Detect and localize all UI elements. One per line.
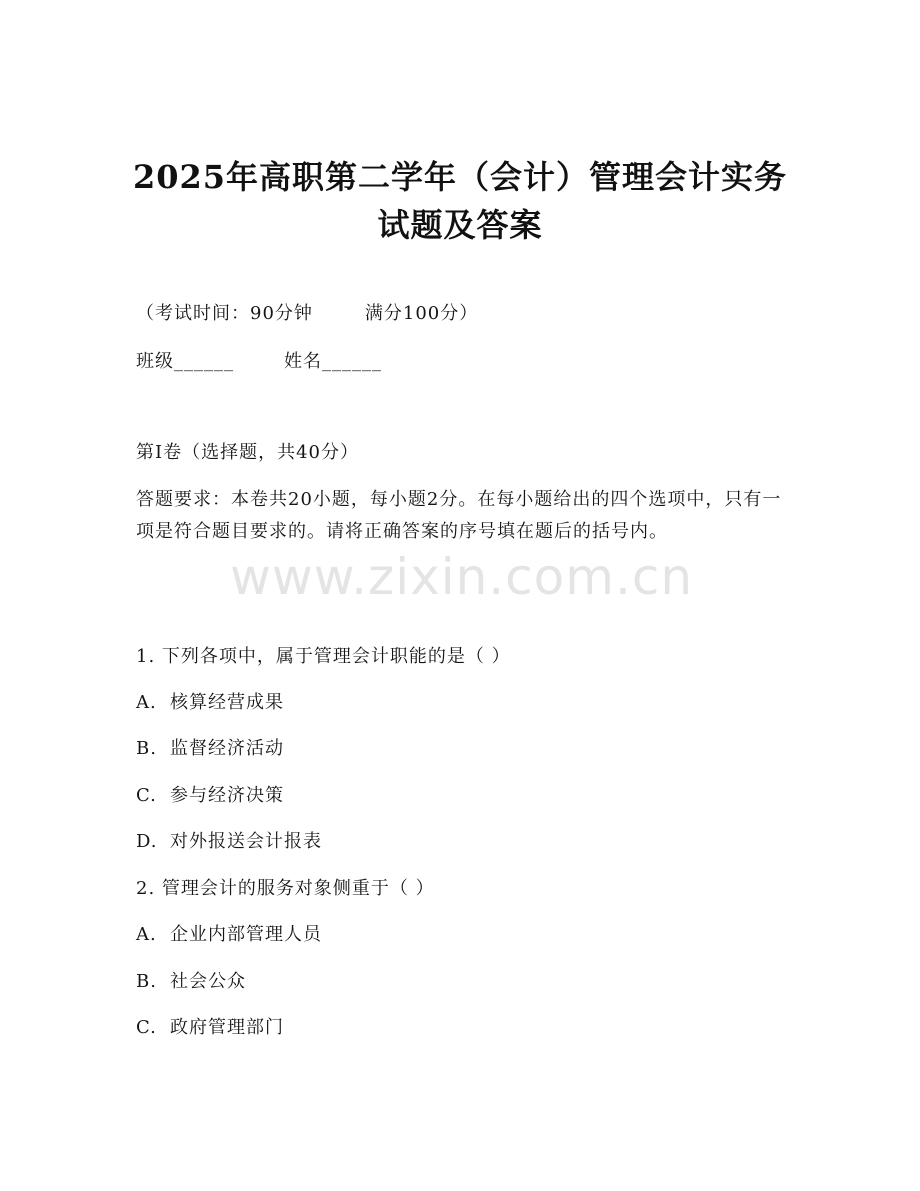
- exam-info: [136, 302, 478, 326]
- class-field: 班级______: [136, 351, 234, 372]
- question-2-option-c: [136, 1016, 284, 1040]
- instructions: 答题要求：本卷共20小题，每小题2分。在每小题给出的四个选项中，只有一项是符合题目要求的。请将正确答案的序号填在题后的括号内。: [136, 489, 782, 542]
- question-1-stem: 1. 下列各项中，属于管理会计职能的是（ ）: [136, 646, 511, 667]
- exam-time: （考试时间：90分钟: [136, 303, 313, 324]
- watermark: www.zixin.com.cn: [230, 548, 694, 606]
- question-2-option-a: [136, 923, 322, 947]
- exam-full-marks: 满分100分）: [364, 303, 479, 324]
- question-1-option-d: [136, 830, 322, 854]
- option-letter: A.: [136, 692, 157, 713]
- option-text: 社会公众: [170, 971, 246, 992]
- doc-title-line1: 2025年高职第二学年（会计）管理会计实务: [132, 158, 788, 196]
- option-letter: B.: [136, 738, 157, 759]
- option-letter: D.: [136, 831, 158, 852]
- option-letter: B.: [136, 971, 157, 992]
- question-1-option-a: [136, 691, 284, 715]
- question-2-stem: 2. 管理会计的服务对象侧重于（ ）: [136, 878, 435, 899]
- option-letter: A.: [136, 924, 157, 945]
- option-text: 核算经营成果: [170, 692, 284, 713]
- option-letter: C.: [136, 1017, 157, 1038]
- option-text: 政府管理部门: [170, 1017, 284, 1038]
- question-2-option-b: [136, 970, 246, 994]
- question-1-option-b: [136, 737, 284, 761]
- option-text: 监督经济活动: [170, 738, 284, 759]
- option-text: 参与经济决策: [170, 785, 284, 806]
- name-field: 姓名______: [284, 351, 382, 372]
- student-fields: [136, 350, 382, 374]
- question-1-option-c: [136, 784, 284, 808]
- option-text: 企业内部管理人员: [170, 924, 322, 945]
- option-letter: C.: [136, 785, 157, 806]
- section-title: 第I卷（选择题，共40分）: [136, 442, 360, 463]
- option-text: 对外报送会计报表: [170, 831, 322, 852]
- doc-title-line2: 试题及答案: [377, 206, 543, 244]
